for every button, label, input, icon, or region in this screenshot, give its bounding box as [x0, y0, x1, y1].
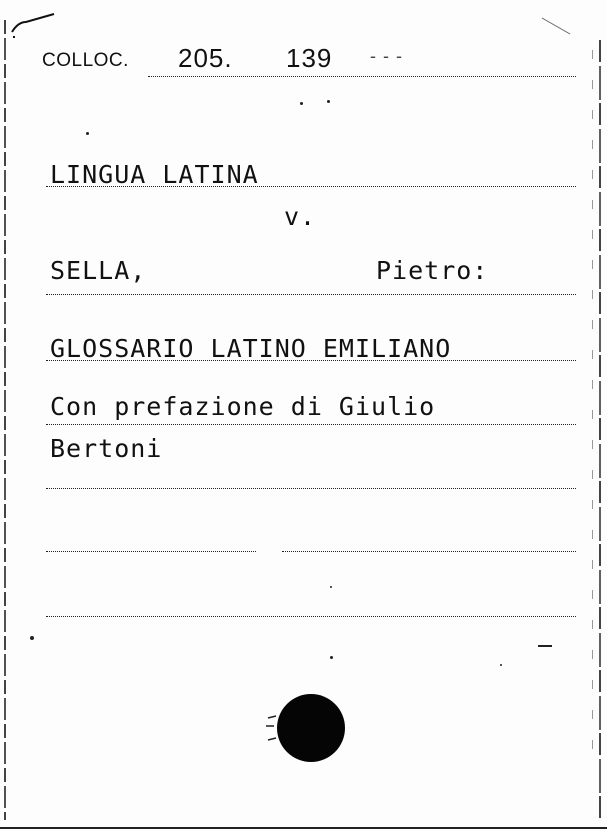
- blank-rule-2a: [46, 551, 256, 552]
- blank-rule-1: [46, 488, 576, 489]
- note-line-2: Bertoni: [50, 434, 163, 463]
- ink-speck: [330, 586, 332, 588]
- title-line: GLOSSARIO LATINO EMILIANO: [50, 334, 452, 363]
- subject-rule: [46, 186, 576, 187]
- colloc-number-1: 205.: [178, 43, 233, 73]
- blank-rule-3: [46, 616, 576, 617]
- blank-rule-2b: [282, 551, 576, 552]
- author-rule: [46, 294, 576, 295]
- title-rule: [46, 360, 576, 361]
- card-left-edge: [4, 20, 6, 820]
- ink-speck: [300, 102, 303, 105]
- ink-speck: [327, 100, 330, 103]
- author-given-name: Pietro:: [376, 256, 489, 285]
- colloc-trail-marks: - - -: [370, 46, 403, 66]
- punch-hole: [277, 694, 345, 762]
- author-surname: SELLA,: [50, 256, 147, 285]
- ink-speck: [30, 636, 34, 640]
- ink-speck: [86, 132, 89, 135]
- card-right-edge-inner: [592, 50, 593, 750]
- colloc-number-2: 139: [286, 43, 333, 73]
- note-line-1: Con prefazione di Giulio: [50, 392, 436, 421]
- ink-speck: [500, 664, 502, 666]
- ink-dash: [538, 645, 552, 647]
- note-rule-1: [46, 424, 576, 425]
- ink-speck: [330, 656, 333, 659]
- colloc-rule: [148, 76, 576, 77]
- subject-heading: LINGUA LATINA: [50, 160, 259, 189]
- see-also-marker: v.: [284, 202, 317, 231]
- corner-scratch-mark: [10, 8, 70, 38]
- card-right-edge: [599, 40, 601, 820]
- corner-scratch-mark-right: [540, 14, 590, 44]
- colloc-label: COLLOC.: [42, 50, 129, 71]
- card-bottom-edge: [0, 827, 607, 829]
- punch-hole-tear-marks: [262, 712, 282, 752]
